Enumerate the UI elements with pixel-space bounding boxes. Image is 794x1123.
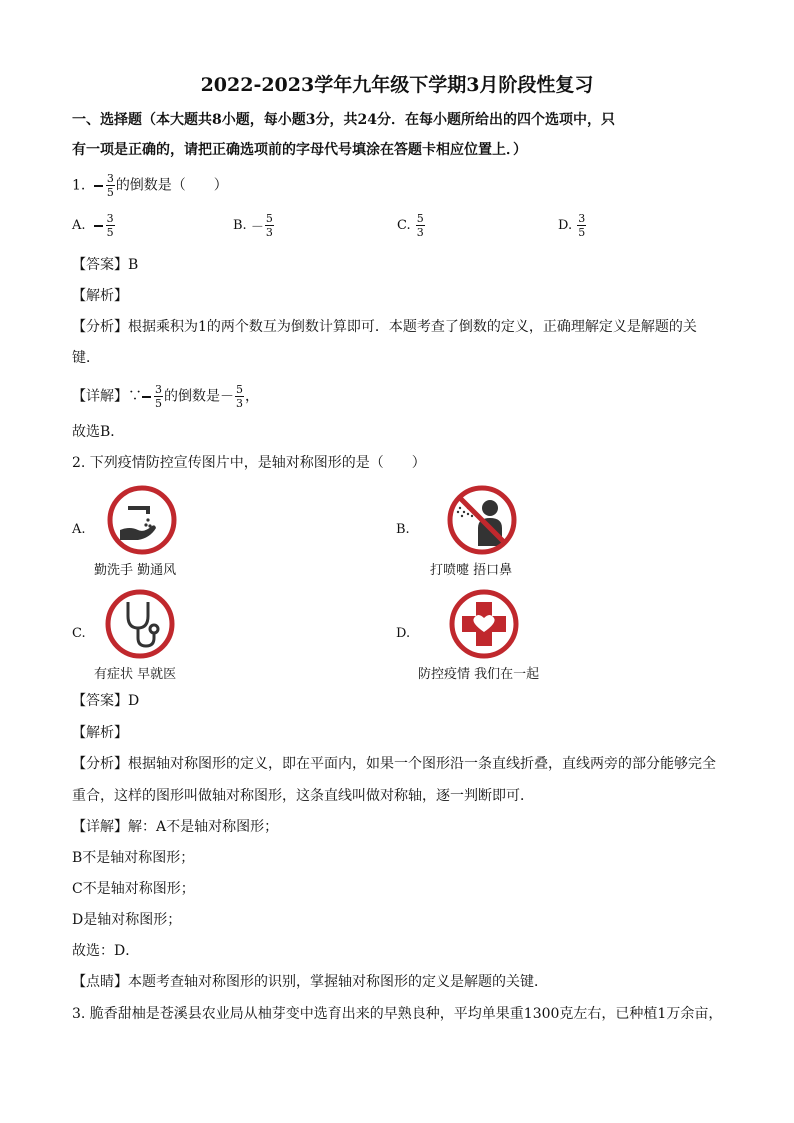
conclusion-1: 故选B． — [72, 424, 125, 440]
fraction: $\frac{3}{5}$ — [106, 172, 114, 199]
option-a-label[interactable]: A. — [72, 522, 86, 537]
caption-c: 有症状 早就医 — [94, 667, 177, 682]
hand-washing-icon — [106, 484, 178, 556]
caption-d: 防控疫情 我们在一起 — [418, 667, 540, 682]
caption-a: 勤洗手 勤通风 — [94, 563, 177, 578]
stethoscope-icon — [104, 588, 176, 660]
option-b-label[interactable]: B. — [396, 522, 410, 537]
analysis-1-heading: 【解析】 — [72, 288, 128, 304]
no-sneezing-icon — [446, 484, 518, 556]
page-title: 2022-2023学年九年级下学期3月阶段性复习 — [200, 74, 594, 96]
detail-2-a: 【详解】解：A不是轴对称图形； — [72, 819, 279, 835]
analysis-1-line1: 【分析】根据乘积为1的两个数互为倒数计算即可．本题考查了倒数的定义，正确理解定义是解题的关 — [72, 319, 697, 335]
analysis-2-line1: 【分析】根据轴对称图形的定义，即在平面内，如果一个图形沿一条直线折叠，直线两旁的部分能够完全 — [72, 756, 716, 772]
question-2-stem: 2. 下列疫情防控宣传图片中，是轴对称图形的是（ ） — [72, 455, 426, 471]
minus-sign — [94, 185, 103, 187]
option-b[interactable]: B. － $\frac{5}{3}$ — [233, 212, 273, 239]
detail-2-b: B不是轴对称图形； — [72, 850, 195, 866]
medical-cross-icon — [448, 588, 520, 660]
question-number: 1. — [72, 177, 86, 194]
option-d[interactable]: D. $\frac{3}{5}$ — [558, 212, 586, 239]
question-text: 的倒数是（ ） — [115, 177, 228, 194]
answer-1: 【答案】B — [72, 257, 139, 273]
question-3-stem: 3. 脆香甜柚是苍溪县农业局从柚芽变中选育出来的早熟良种，平均单果重1300克左右，已种植1万余亩， — [72, 1006, 723, 1022]
option-c[interactable]: C. $\frac{5}{3}$ — [397, 212, 424, 239]
question-1-stem — [72, 172, 228, 199]
caption-b: 打喷嚏 捂口鼻 — [430, 563, 513, 578]
answer-2: 【答案】D — [72, 693, 140, 709]
detail-2-c: C不是轴对称图形； — [72, 881, 195, 897]
option-c-label[interactable]: C. — [72, 626, 86, 641]
detail-1: 【详解】∵ $\frac{3}{5}$ 的倒数是－ $\frac{5}{3}$ ， — [72, 383, 259, 410]
comment-2: 【点睛】本题考查轴对称图形的识别，掌握轴对称图形的定义是解题的关键． — [72, 974, 548, 990]
conclusion-2: 故选：D． — [72, 943, 140, 959]
analysis-1-line2: 键． — [72, 350, 100, 366]
option-a[interactable]: A. $\frac{3}{5}$ — [72, 212, 114, 239]
section-heading-line2: 有一项是正确的，请把正确选项前的字母代号填涂在答题卡相应位置上．） — [72, 142, 527, 158]
detail-2-d: D是轴对称图形； — [72, 912, 182, 928]
analysis-2-line2: 重合，这样的图形叫做轴对称图形，这条直线叫做对称轴，逐一判断即可． — [72, 788, 534, 804]
section-heading-line1: 一、选择题（本大题共8小题，每小题3分，共24分．在每小题所给出的四个选项中，只 — [72, 112, 615, 128]
option-d-label[interactable]: D. — [396, 626, 411, 641]
analysis-2-heading: 【解析】 — [72, 725, 128, 741]
